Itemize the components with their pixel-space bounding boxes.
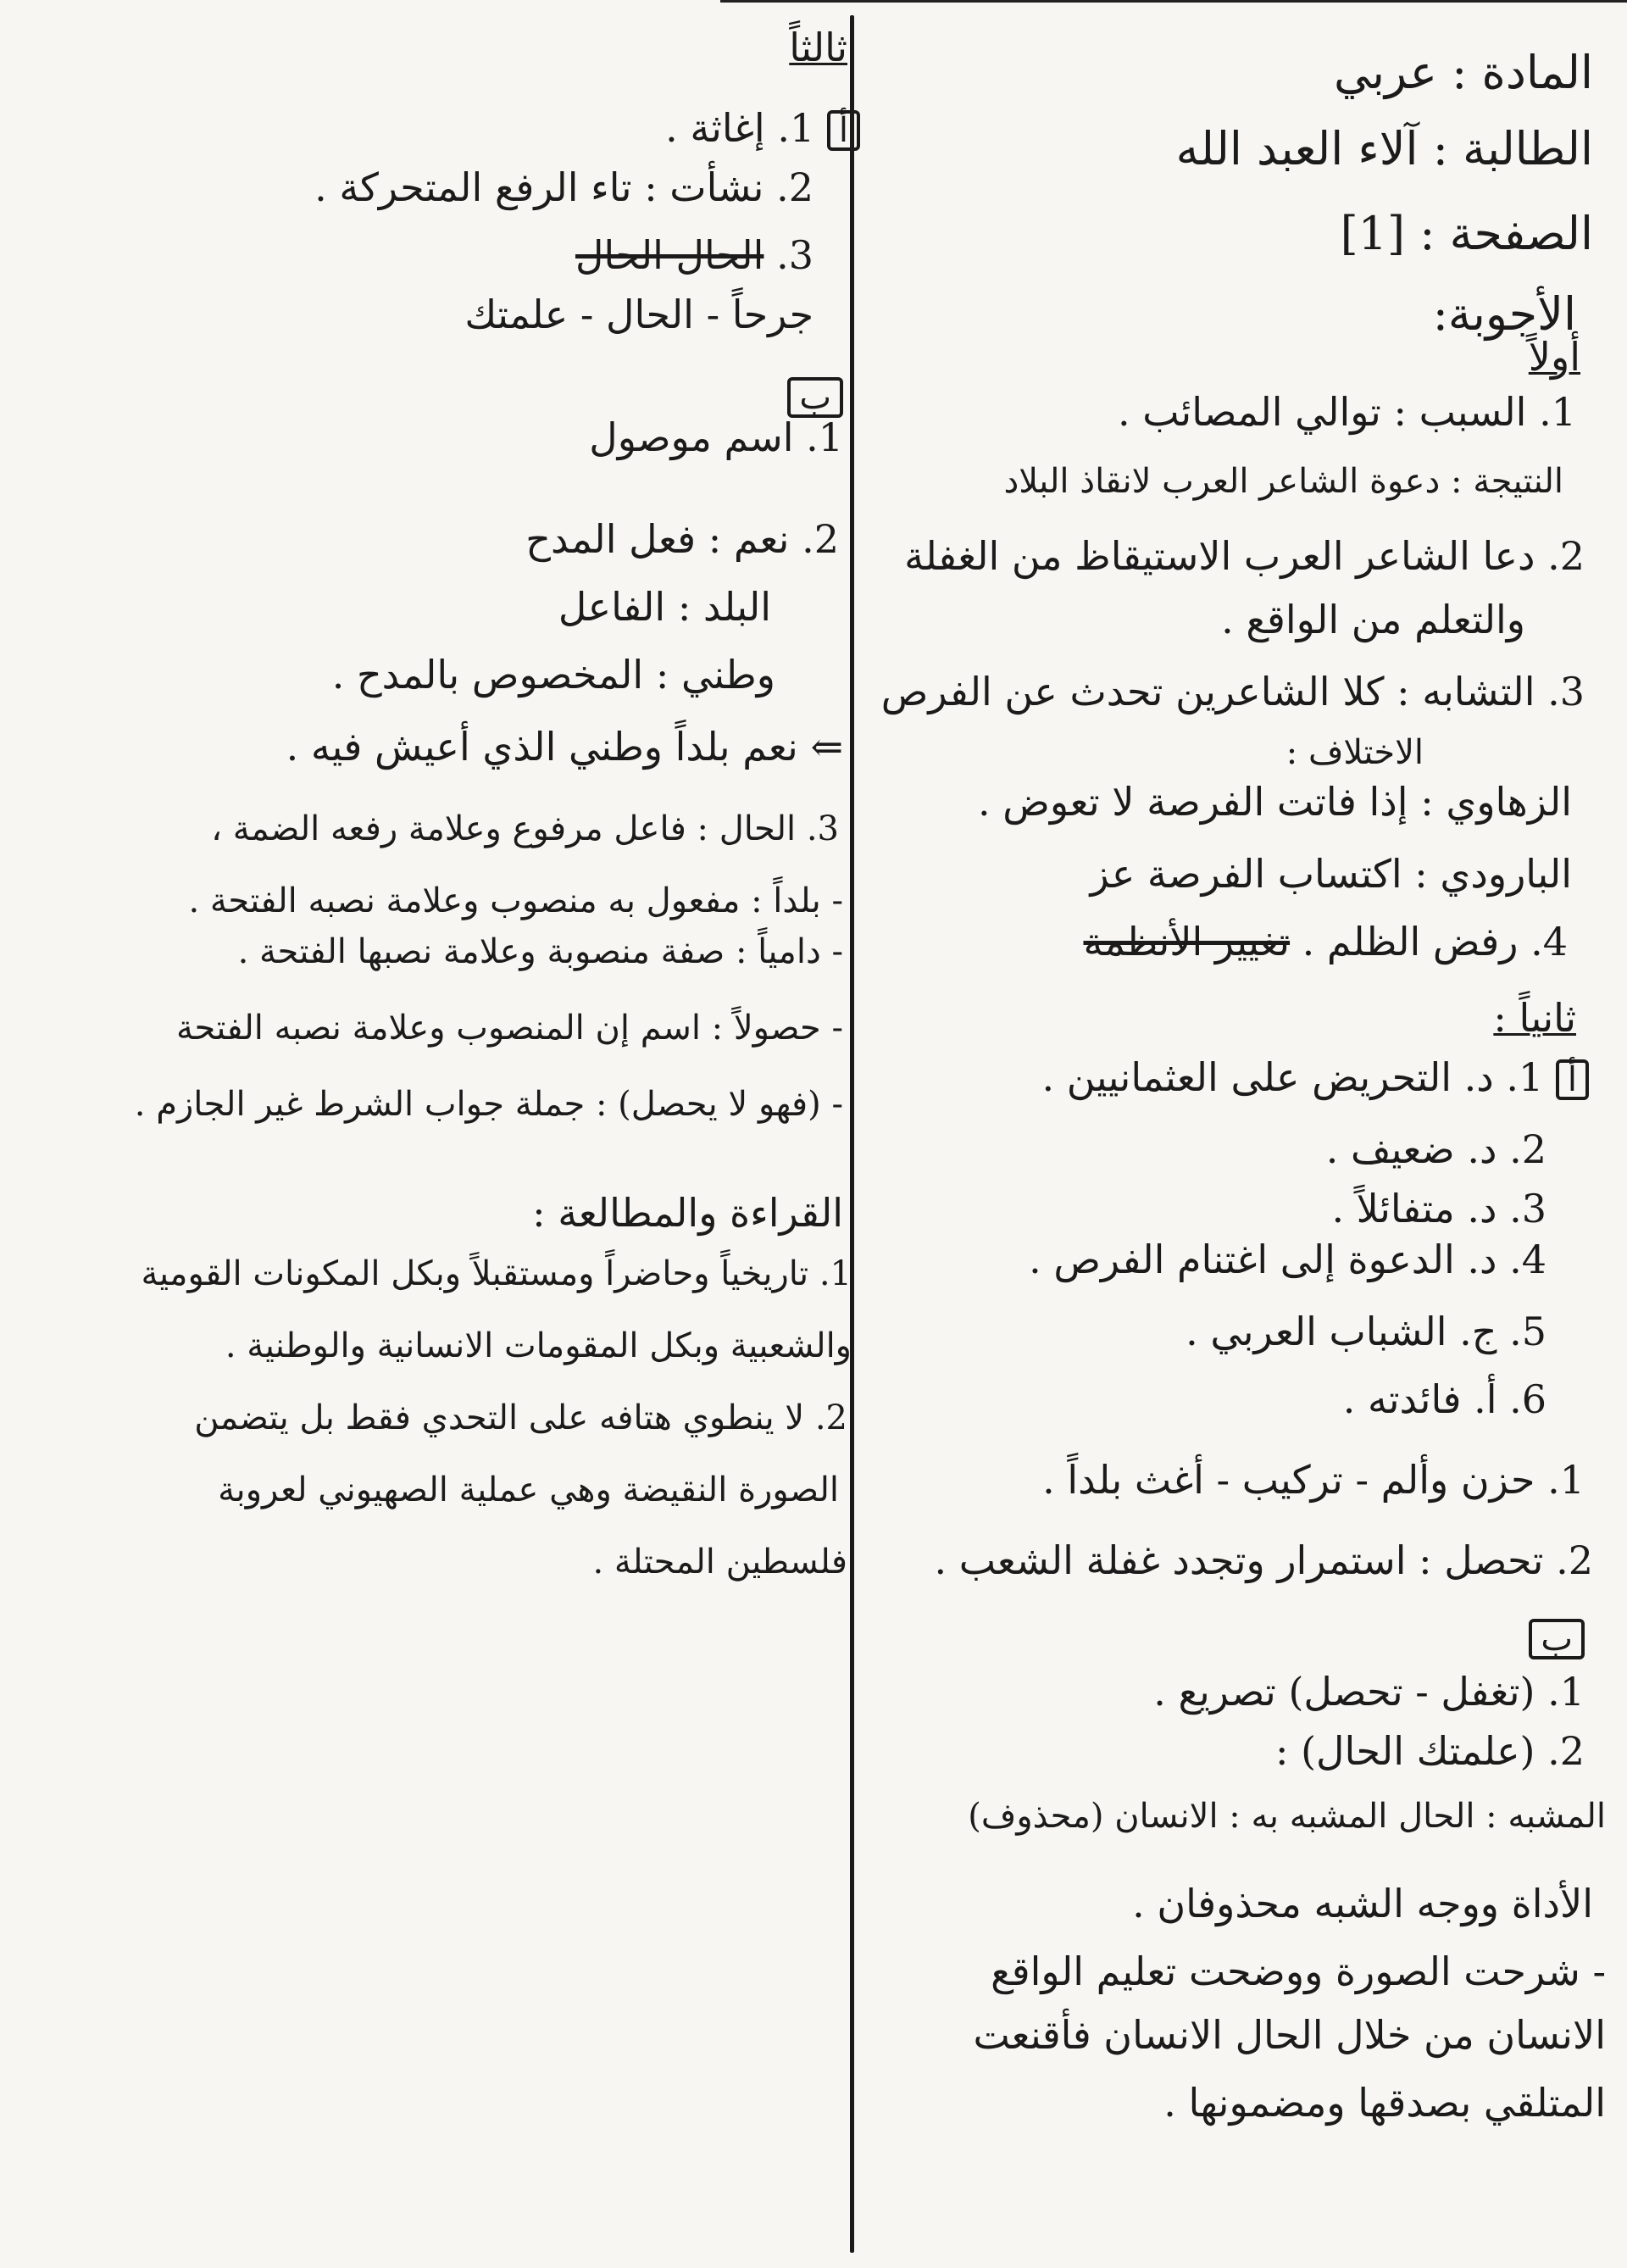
answer-line (575, 233, 814, 278)
answer-line: 3. التشابه : كلا الشاعرين تحدث عن الفرص (880, 669, 1585, 714)
struck-out-text: تغيير الأنظمة (1083, 919, 1291, 964)
answer-line: 2. تحصل : استمرار وتجدد غفلة الشعب . (934, 1537, 1593, 1583)
answer-line: 2. دعا الشاعر العرب الاستيقاظ من الغفلة (904, 533, 1585, 579)
answer-line (1042, 1055, 1589, 1100)
answer-line: 3. الحال : فاعل مرفوع وعلامة رفعه الضمة ، (211, 809, 839, 848)
second-section-heading: ثانياً : (1493, 995, 1576, 1041)
answer-number: 4. رفض الظلم . (1302, 919, 1568, 964)
subject-line: المادة : عربي (1333, 46, 1593, 99)
answer-line: 5. ج. الشباب العربي . (1186, 1309, 1546, 1354)
answer-text: 1. د. التحريض على العثمانيين . (1041, 1054, 1544, 1100)
answer-line: 2. لا ينطوي هتافه على التحدي فقط بل يتضمن (194, 1398, 847, 1437)
answer-line: 1. حزن وألم - تركيب - أغث بلداً . (1042, 1457, 1585, 1503)
answer-line: الزهاوي : إذا فاتت الفرصة لا تعوض . (978, 779, 1572, 825)
answer-line: الانسان من خلال الحال الانسان فأقنعت (973, 2012, 1606, 2058)
answer-line: المشبه : الحال المشبه به : الانسان (محذوف) (968, 1797, 1606, 1836)
page-number-line: الصفحة : [1] (1340, 207, 1593, 260)
answers-label: الأجوبة: (1432, 287, 1576, 341)
top-edge-line (720, 0, 1627, 3)
answer-line (665, 106, 860, 151)
answer-line: 1. اسم موصول (589, 414, 843, 460)
answer-line: 1. (تغفل - تحصل) تصريع . (1153, 1669, 1585, 1715)
answer-line: فلسطين المحتلة . (592, 1543, 847, 1581)
boxed-letter-a: أ (827, 110, 860, 151)
answer-line: 2. نعم : فعل المدح (525, 516, 839, 562)
boxed-letter-a: أ (1556, 1059, 1589, 1100)
answer-line: - (فهو لا يحصل) : جملة جواب الشرط غير الجازم . (134, 1085, 843, 1124)
answer-line: - دامياً : صفة منصوبة وعلامة نصبها الفتحة . (237, 932, 843, 971)
boxed-letter-b-line (1529, 1615, 1585, 1659)
answer-line: النتيجة : دعوة الشاعر العرب لانقاذ البلاد (1003, 462, 1563, 501)
answer-line: البارودي : اكتساب الفرصة عز (1090, 851, 1572, 897)
answer-line: والتعلم من الواقع . (1221, 597, 1525, 642)
boxed-letter-b: ب (1529, 1619, 1585, 1659)
answer-line: الأداة ووجه الشبه محذوفان . (1132, 1881, 1593, 1926)
answer-line: - حصولاً : اسم إن المنصوب وعلامة نصبه الفتحة (176, 1009, 843, 1048)
boxed-letter-b-line (787, 373, 843, 418)
answer-text: 1. إغاثة . (665, 105, 815, 151)
answer-line: جرحاً - الحال - علمتك (464, 292, 814, 337)
answer-number: 3. (776, 232, 814, 278)
answer-line: الاختلاف : (1285, 733, 1424, 772)
answer-line: البلد : الفاعل (558, 584, 771, 630)
answer-line: 2. نشأت : تاء الرفع المتحركة . (314, 164, 814, 210)
answer-line: 4. د. الدعوة إلى اغتنام الفرص . (1029, 1237, 1546, 1282)
student-name-line: الطالبة : آلاء العبد الله (1175, 122, 1593, 175)
answer-line: 2. د. ضعيف . (1325, 1126, 1546, 1172)
answer-line: 6. أ. فائدته . (1342, 1376, 1546, 1422)
answer-line: - شرحت الصورة ووضحت تعليم الواقع (991, 1948, 1606, 1994)
answer-line: والشعبية وبكل المقومات الانسانية والوطنية . (225, 1326, 852, 1365)
answer-line: 3. د. متفائلاً . (1331, 1186, 1546, 1231)
column-divider (850, 15, 854, 2253)
answer-line: 1. السبب : توالي المصائب . (1118, 389, 1576, 435)
answer-line: ⇐ نعم بلداً وطني الذي أعيش فيه . (286, 724, 843, 770)
first-section-heading: أولاً (1528, 334, 1580, 380)
answer-line: 1. تاريخياً وحاضراً ومستقبلاً وبكل المكونات القومية (141, 1254, 852, 1293)
answer-line (1083, 920, 1568, 964)
reading-section-heading: القراءة والمطالعة : (532, 1190, 843, 1236)
answer-line: 2. (علمتك الحال) : (1274, 1728, 1585, 1774)
answer-line: - بلداً : مفعول به منصوب وعلامة نصبه الفتحة . (188, 881, 843, 920)
answer-line: وطني : المخصوص بالمدح . (331, 652, 775, 698)
struck-out-text: الحال الحال (575, 232, 764, 278)
answer-line: المتلقي بصدقها ومضمونها . (1163, 2080, 1606, 2126)
boxed-letter-b: ب (787, 377, 843, 418)
third-section-heading: ثالثاً (789, 25, 847, 70)
answer-line: الصورة النقيضة وهي عملية الصهيوني لعروبة (218, 1470, 839, 1509)
